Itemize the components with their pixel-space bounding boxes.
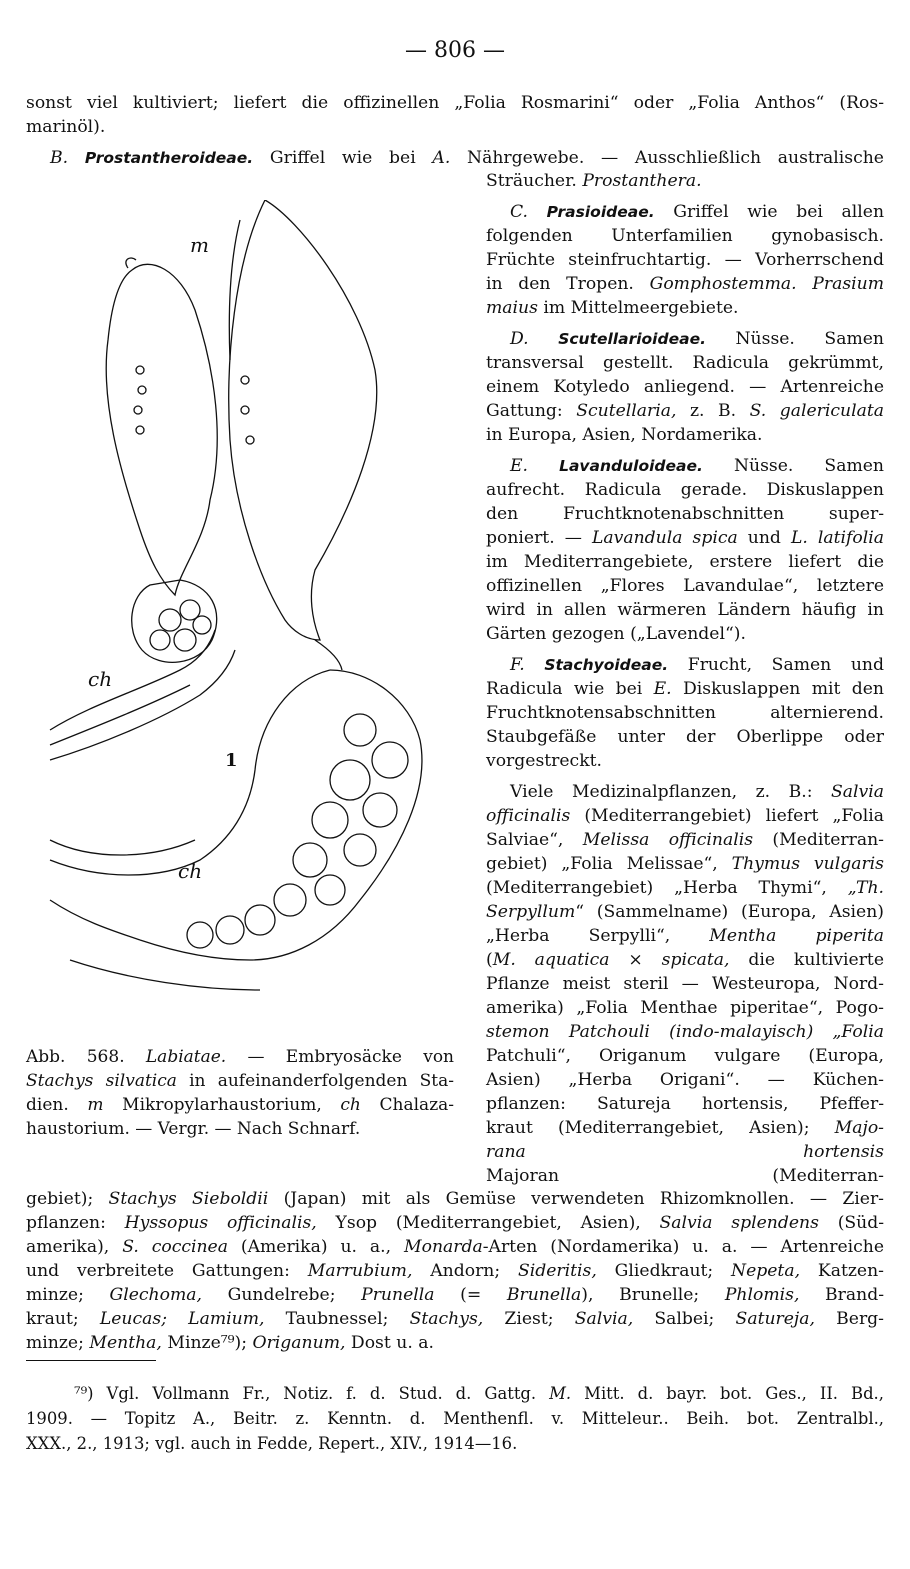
text-line: F. Stachyoideae. Frucht, Samen und (510, 655, 884, 675)
caption-line: Stachys silvatica in aufeinanderfolgenden Sta- (26, 1071, 454, 1091)
footnote-line: ⁷⁹) Vgl. Vollmann Fr., Notiz. f. d. Stud. d. Gattg. M. Mitt. d. bayr. bot. Ges., II. Bd., (74, 1384, 884, 1403)
text-line: folgenden Unterfamilien gynobasisch. (486, 226, 884, 246)
text-line: Früchte steinfruchtartig. — Vorherrschend (486, 250, 884, 270)
text-line: Staubgefäße unter der Oberlippe oder (486, 727, 884, 747)
text-line: pflanzen: Hyssopus officinalis, Ysop (Mediterrangebiet, Asien), Salvia splendens (Süd- (26, 1213, 885, 1233)
text-line: gebiet) „Folia Melissae“, Thymus vulgaris (486, 854, 884, 874)
text-line: D. Scutellarioideae. Nüsse. Samen (510, 329, 884, 349)
text-line: sonst viel kultiviert; liefert die offizinellen „Folia Rosmarini“ oder „Folia Anthos“ (Ros- (26, 93, 884, 113)
text-line: Sträucher. Prostanthera. (486, 171, 702, 191)
text-line: maius im Mittelmeergebiete. (486, 298, 739, 318)
text-line: rana hortensis (486, 1142, 884, 1162)
text-line: einem Kotyledo anliegend. — Artenreiche (486, 377, 884, 397)
text-line: minze; Glechoma, Gundelrebe; Prunella (= Brunella), Brunelle; Phlomis, Brand- (26, 1285, 885, 1305)
text-line: amerika) „Folia Menthae piperitae“, Pogo- (486, 998, 884, 1018)
text-line: Radicula wie bei E. Diskuslappen mit den (486, 679, 884, 699)
caption-line: dien. m Mikropylarhaustorium, ch Chalaza- (26, 1095, 455, 1115)
text-line: gebiet); Stachys Sieboldii (Japan) mit als Gemüse verwendeten Rhizomknollen. — Zier- (26, 1189, 884, 1209)
text-line: im Mediterrangebiete, erstere liefert die (486, 552, 884, 572)
footnote-line: 1909. — Topitz A., Beitr. z. Kenntn. d. Menthenfl. v. Mitteleur.. Beih. bot. Zentralbl., (26, 1409, 884, 1428)
text-line: Salviae“, Melissa officinalis (Mediterran- (486, 830, 884, 850)
text-line: kraut; Leucas; Lamium, Taubnessel; Stachys, Ziest; Salvia, Salbei; Satureja, Berg- (26, 1309, 884, 1329)
text-line: marinöl). (26, 117, 106, 137)
text-line: den Fruchtknotenabschnitten super- (486, 504, 884, 524)
text-line: pflanzen: Satureja hortensis, Pfeffer- (486, 1094, 884, 1114)
page-number: — 806 — (405, 38, 505, 63)
text-line: officinalis (Mediterrangebiet) liefert „Folia (486, 806, 884, 826)
text-line: (Mediterrangebiet) „Herba Thymi“, „Th. (486, 878, 884, 898)
text-line: Viele Medizinalpflanzen, z. B.: Salvia (510, 782, 884, 802)
embryo-sac-illustration (30, 200, 450, 1040)
text-line: kraut (Mediterrangebiet, Asien); Majo- (486, 1118, 884, 1138)
text-line: (M. aquatica × spicata, die kultivierte (486, 950, 884, 970)
text-line: in Europa, Asien, Nordamerika. (486, 425, 763, 445)
label-ch: ch (178, 859, 203, 883)
text-line: stemon Patchouli (indo-malayisch) „Folia (486, 1022, 884, 1042)
caption-line: haustorium. — Vergr. — Nach Schnarf. (26, 1119, 361, 1139)
text-line: poniert. — Lavandula spica und L. latifolia (486, 528, 884, 548)
text-line: wird in allen wärmeren Ländern häufig in (486, 600, 884, 620)
text-line: in den Tropen. Gomphostemma. Prasium (486, 274, 885, 294)
text-line: offizinellen „Flores Lavandulae“, letztere (486, 576, 884, 596)
label-1: 1 (225, 750, 238, 771)
text-line: aufrecht. Radicula gerade. Diskuslappen (486, 480, 884, 500)
text-line: transversal gestellt. Radicula gekrümmt, (486, 353, 884, 373)
footnote-rule (26, 1360, 156, 1361)
text-line: E. Lavanduloideae. Nüsse. Samen (510, 456, 884, 476)
text-line: und verbreitete Gattungen: Marrubium, Andorn; Sideritis, Gliedkraut; Nepeta, Katzen- (26, 1261, 884, 1281)
section-heading-b: B. Prostantheroideae. Griffel wie bei A. Nährgewebe. — Ausschließlich australische (50, 148, 884, 168)
text-line: Patchuli“, Origanum vulgare (Europa, (486, 1046, 884, 1066)
label-ch: ch (88, 667, 113, 691)
text-line: minze; Mentha, Minze⁷⁹); Origanum, Dost u. a. (26, 1333, 434, 1353)
text-line: Fruchtknotensabschnitten alternierend. (486, 703, 884, 723)
caption-line: Abb. 568. Labiatae. — Embryosäcke von (26, 1047, 454, 1067)
text-line: C. Prasioideae. Griffel wie bei allen (510, 202, 885, 222)
text-line: amerika), S. coccinea (Amerika) u. a., Monarda-Arten (Nordamerika) u. a. — Artenreiche (26, 1237, 884, 1257)
text-line: Gärten gezogen („Lavendel“). (486, 624, 746, 644)
text-line: „Herba Serpylli“, Mentha piperita (486, 926, 884, 946)
footnote-line: XXX., 2., 1913; vgl. auch in Fedde, Repert., XIV., 1914—16. (26, 1434, 518, 1453)
label-m: m (190, 233, 209, 257)
text-line: Pflanze meist steril — Westeuropa, Nord- (486, 974, 884, 994)
text-line: Serpyllum“ (Sammelname) (Europa, Asien) (486, 902, 884, 922)
text-line: vorgestreckt. (486, 751, 602, 771)
text-line: Gattung: Scutellaria, z. B. S. galericulata (486, 401, 884, 421)
text-line: Asien) „Herba Origani“. — Küchen- (486, 1070, 884, 1090)
text-line: Majoran (Mediterran- (486, 1166, 884, 1186)
